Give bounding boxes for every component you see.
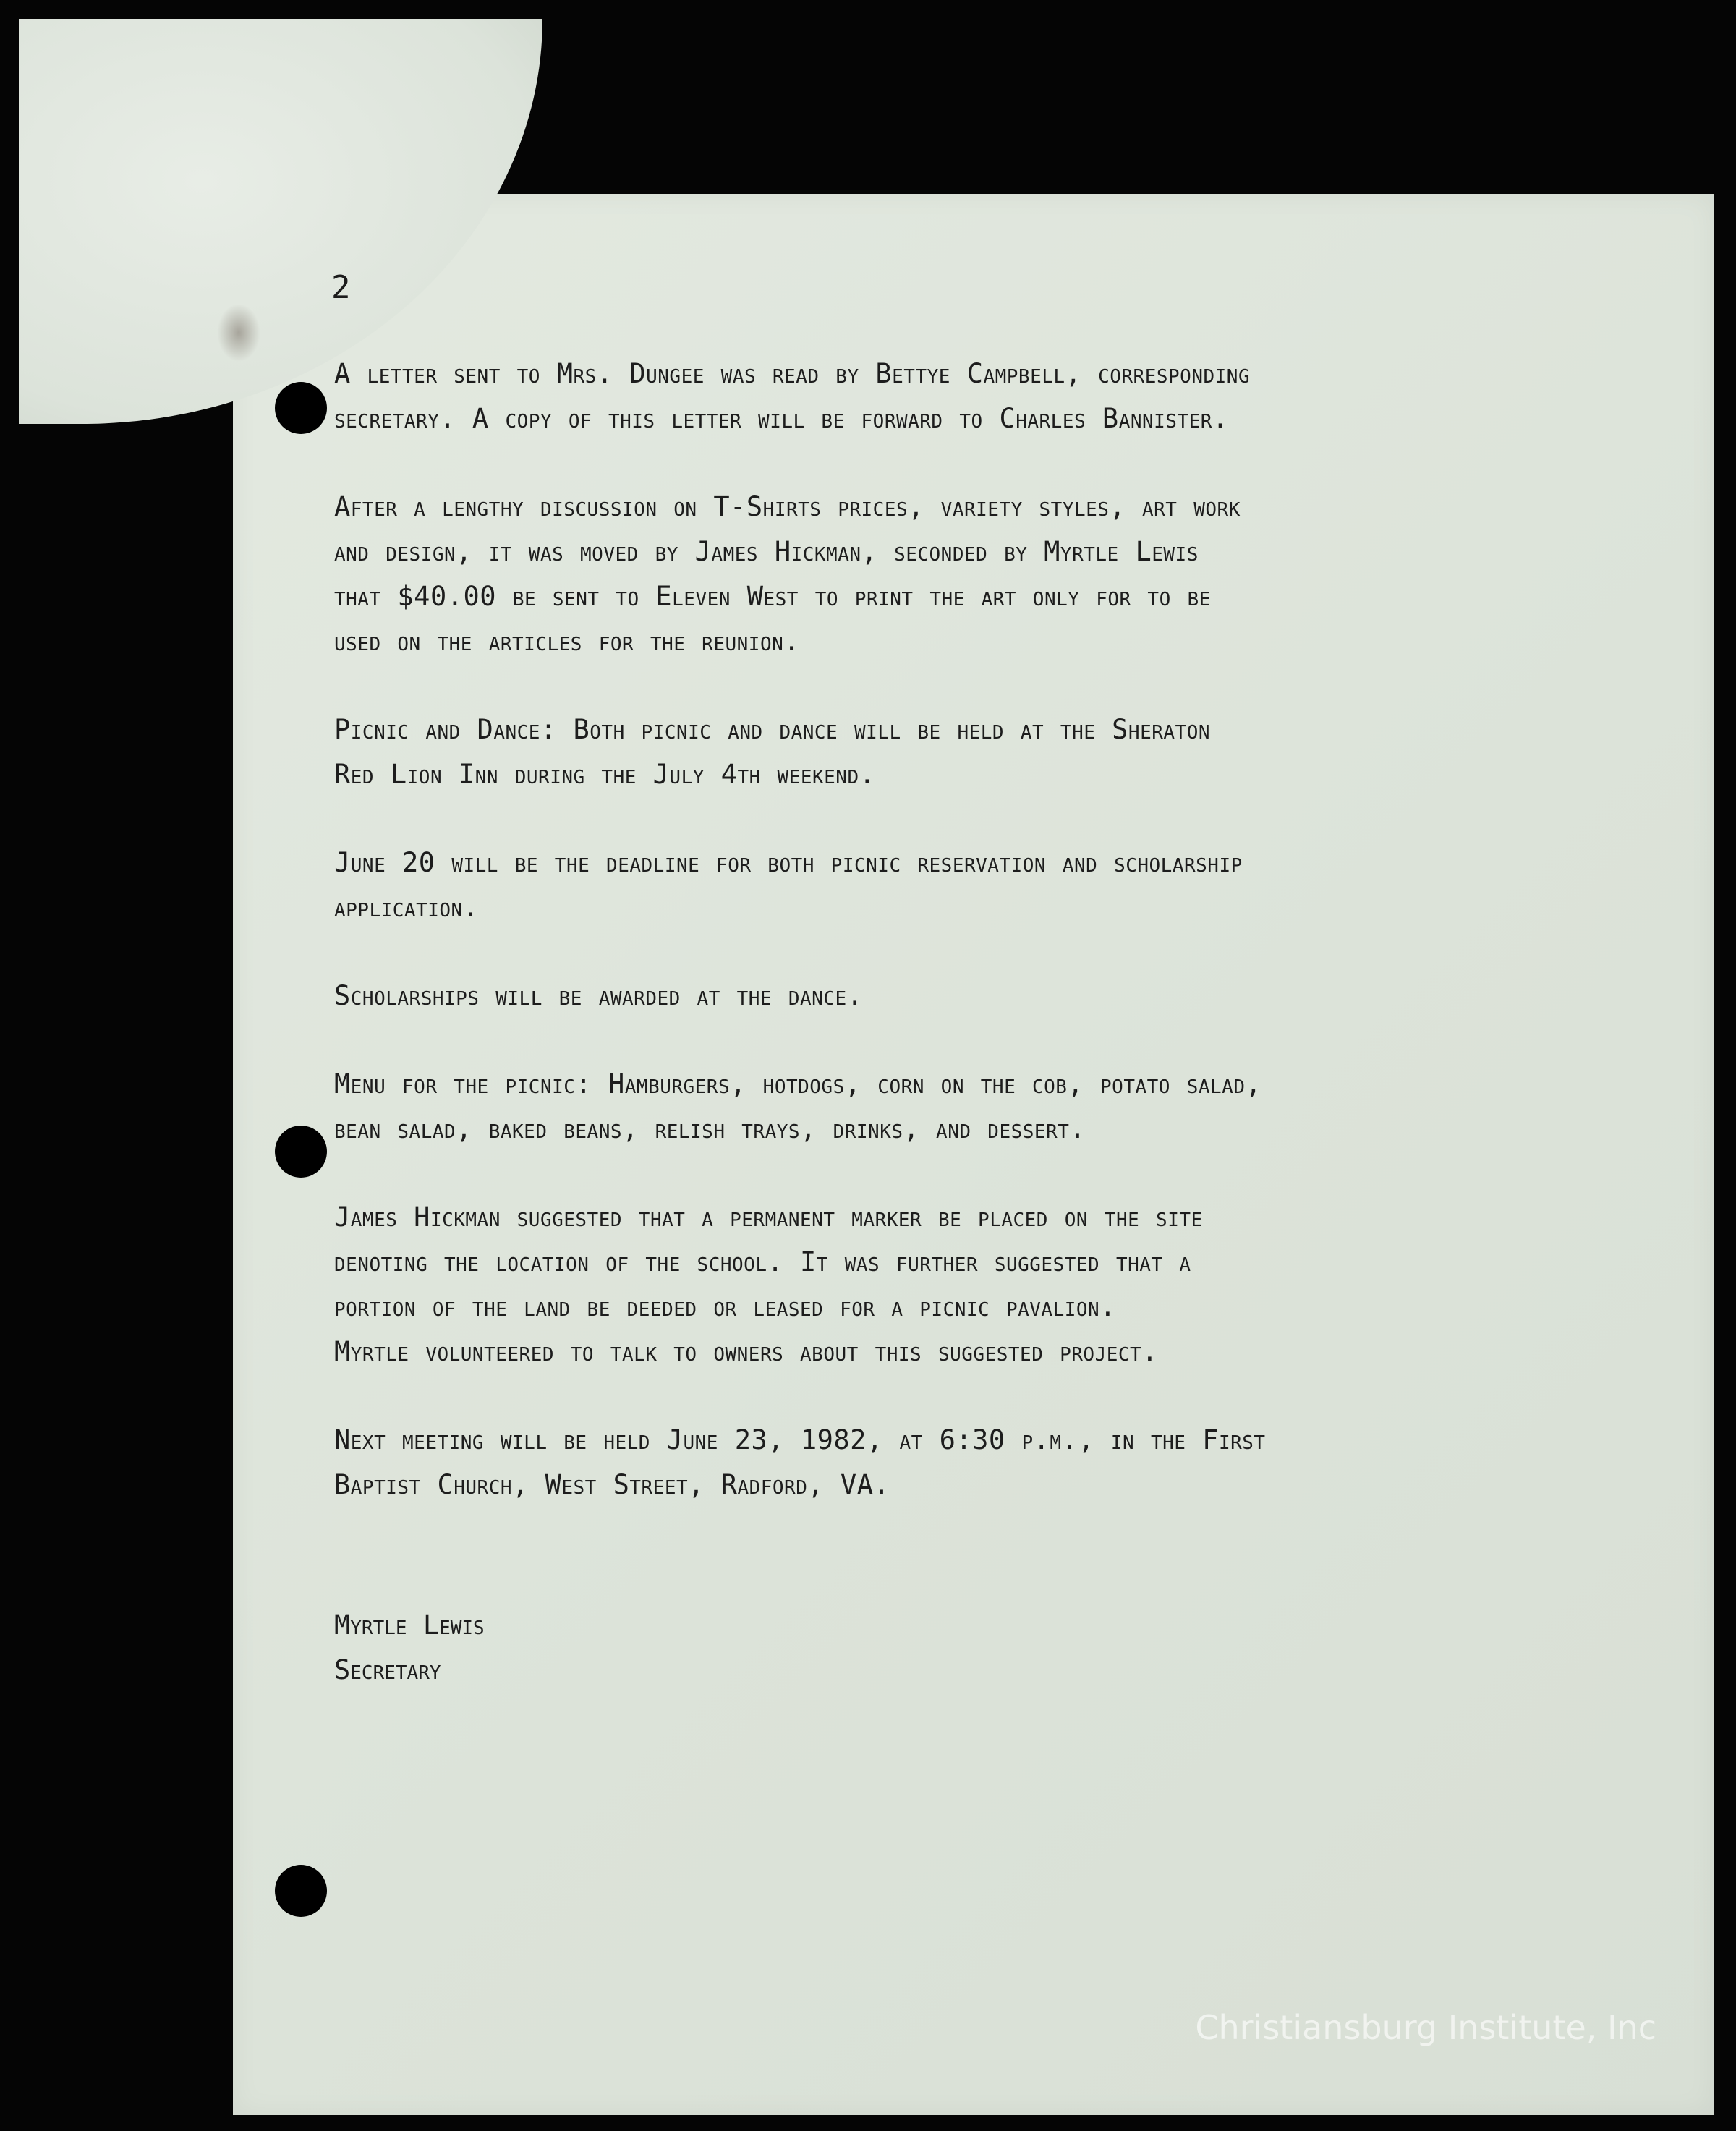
signature-name: Myrtle Lewis (334, 1609, 485, 1641)
watermark: Christiansburg Institute, Inc (1195, 2008, 1656, 2047)
paragraph-picnic-dance: Picnic and Dance: Both picnic and dance will be held at the Sheraton Red Lion Inn during the July 4th weekend. (334, 714, 1211, 790)
paragraph-next-meeting: Next meeting will be held June 23, 1982, at 6:30 p.m., in the First Baptist Church, West Street, Radford, VA. (334, 1424, 1266, 1500)
paragraph-scholarships: Scholarships will be awarded at the dance. (334, 980, 864, 1011)
minutes-body (334, 352, 1636, 1551)
signature-block (334, 1603, 485, 1693)
paragraph-letter: A letter sent to Mrs. Dungee was read by Bettye Campbell, corresponding secretary. A copy of this letter will be forward to Charles Bannister. (334, 358, 1251, 434)
paragraph-marker: James Hickman suggested that a permanent marker be placed on the site denoting the location of the school. It was further suggested that a portion of the land be deeded or leased for a picnic pavalion. Myrtle volunteered to talk to owners about this suggested project. (334, 1201, 1203, 1367)
paragraph-tshirts: After a lengthy discussion on T-Shirts prices, variety styles, art work and design, it was moved by James Hickman, seconded by Myrtle Lewis that $40.00 be sent to Eleven West to print the art only for to be used on the articles for the reunion. (334, 491, 1241, 657)
page-number: 2 (331, 269, 351, 306)
punch-hole-bottom (275, 1865, 327, 1917)
punch-hole-middle (275, 1126, 327, 1178)
paragraph-menu: Menu for the picnic: Hamburgers, hotdogs, corn on the cob, potato salad, bean salad, baked beans, relish trays, drinks, and dessert. (334, 1068, 1262, 1144)
paragraph-deadline: June 20 will be the deadline for both picnic reservation and scholarship application. (334, 847, 1243, 923)
signature-title: Secretary (334, 1654, 441, 1685)
punch-hole-top (275, 382, 327, 434)
curl-shadow (217, 304, 260, 362)
